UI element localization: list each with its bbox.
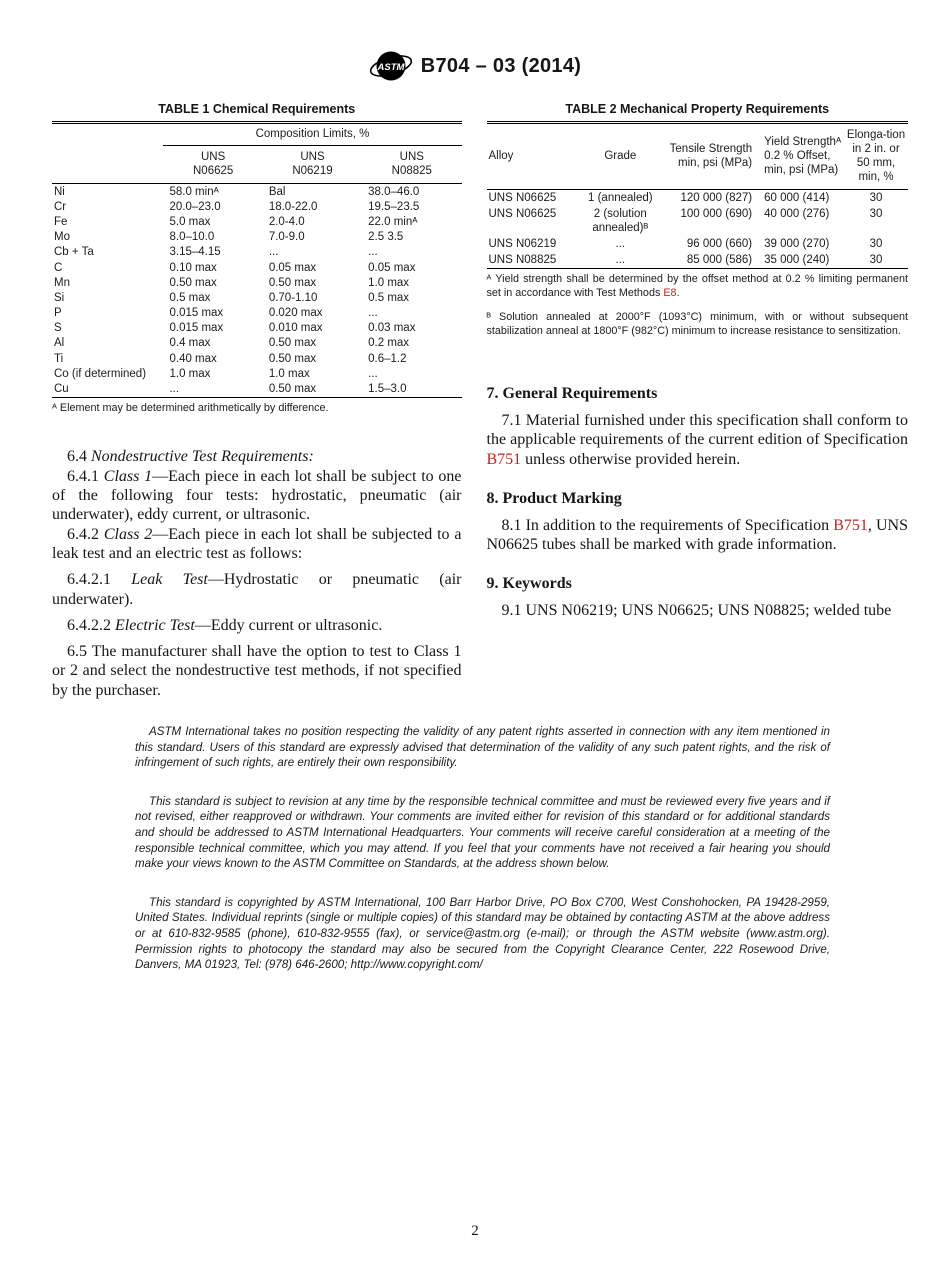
para-6-4-2-2: 6.4.2.2 Electric Test—Eddy current or ultrasonic. <box>67 616 383 634</box>
table2-title: TABLE 2 Mechanical Property Requirements <box>565 102 830 116</box>
table-row: Co (if determined) 1.0 max 1.0 max ... <box>54 367 378 380</box>
table-row: S 0.015 max 0.010 max 0.03 max <box>54 322 416 335</box>
para-6-4-2: 6.4.2 Class 2—Each piece in each lot shall be subjected to a leak test and an electric test as follows: <box>52 525 462 562</box>
revision-notice: This standard is subject to revision at any time by the responsible technical committee and must be reviewed every five years and if not revised, either reapproved or withdrawn. Your comments are invited either for revision of this standard or for additional standards and should be addressed to ASTM International Headquarters. Your comments will receive careful consideration at a meeting of the responsible technical committee, which you may attend. If you feel that your comments have not received a fair hearing you should make your views known to the ASTM Committee on Standards, at the address shown below. <box>135 794 830 871</box>
table2-footnote-a: ᴬ Yield strength shall be determined by the offset method at 0.2 % limiting permanent set in accordance with Test Methods E8. <box>486 273 908 299</box>
table1-footnote: ᴬ Element may be determined arithmetically by difference. <box>52 401 329 414</box>
table1-corner-cell2 <box>52 146 163 184</box>
table2-mechanical-property-requirements <box>487 124 909 269</box>
table-row: Si 0.5 max 0.70-1.10 0.5 max <box>54 291 410 304</box>
table-row: UNS N08825 ... 85 000 (586) 35 000 (240) 30 <box>488 254 883 266</box>
table2-colhead-grade: Grade <box>574 124 666 190</box>
table-row: Mo 8.0–10.0 7.0-9.0 2.5 3.5 <box>54 231 404 244</box>
table1-group-header: Composition Limits, % <box>163 124 461 146</box>
b751-reference-link[interactable]: B751 <box>833 516 868 534</box>
table2-colhead-yield: Yield Strengthᴬ 0.2 % Offset, min, psi (MPa) <box>754 124 844 190</box>
section-9-heading: 9. Keywords <box>486 575 572 593</box>
section-7-heading: 7. General Requirements <box>486 384 658 402</box>
document-header <box>0 0 950 86</box>
table-row: Cu ... 0.50 max 1.5–3.0 <box>54 383 407 396</box>
para-8-1: 8.1 In addition to the requirements of Specification B751, UNS N06625 tubes shall be marked with grade information. <box>486 516 908 554</box>
table-row: UNS N06625 1 (annealed) 120 000 (827) 60 000 (414) 30 <box>488 192 883 204</box>
table-row: UNS N06219 ... 96 000 (660) 39 000 (270) 30 <box>488 238 883 250</box>
table-row: Fe 5.0 max 2.0-4.0 22.0 minᴬ <box>54 215 418 228</box>
table2-colhead-elongation: Elonga-tion in 2 in. or 50 mm, min, % <box>844 124 908 190</box>
para-9-1: 9.1 UNS N06219; UNS N06625; UNS N08825; welded tube <box>501 602 892 620</box>
table1-title: TABLE 1 Chemical Requirements <box>158 102 356 116</box>
table1-colhead-1: UNS N06625 <box>163 146 262 184</box>
table-row: Al 0.4 max 0.50 max 0.2 max <box>54 337 410 350</box>
table2-colhead-tensile: Tensile Strength min, psi (MPa) <box>666 124 754 190</box>
table1-colhead-2: UNS N06219 <box>263 146 362 184</box>
table-row: Ni 58.0 minᴬ Bal 38.0–46.0 <box>54 185 420 198</box>
content-columns <box>52 102 908 700</box>
table-row: Cr 20.0–23.0 18.0-22.0 19.5–23.5 <box>54 200 420 213</box>
right-column <box>487 102 909 700</box>
section-8-heading: 8. Product Marking <box>486 489 622 507</box>
astm-logo-text: ASTM <box>377 62 405 73</box>
page-number: 2 <box>471 1223 479 1239</box>
table-row: P 0.015 max 0.020 max ... <box>54 307 378 320</box>
para-7-1: 7.1 Material furnished under this specification shall conform to the applicable requirements of the current edition of Specification B751 unless otherwise provided herein. <box>486 411 908 468</box>
section-6-text <box>52 447 462 700</box>
table-row: Ti 0.40 max 0.50 max 0.6–1.2 <box>54 352 407 365</box>
para-6-4-2-1: 6.4.2.1 Leak Test—Hydrostatic or pneumatic (air underwater). <box>52 571 462 608</box>
table2-colhead-alloy: Alloy <box>487 124 575 190</box>
table1-chemical-requirements <box>52 124 462 398</box>
page-title: B704 – 03 (2014) <box>420 54 582 77</box>
para-6-5: 6.5 The manufacturer shall have the option to test to Class 1 or 2 and select the nondestructive test methods, if not specified by the purchaser. <box>52 643 462 699</box>
table-row: UNS N06625 2 (solution annealed)ᴮ 100 000 (690) 40 000 (276) 30 <box>488 208 883 234</box>
table2-footnote-b: ᴮ Solution annealed at 2000°F (1093°C) minimum, with or without subsequent stabilization anneal at 1800°F (982°C) minimum to increase resistance to sensitization. <box>486 311 908 338</box>
left-column <box>52 102 462 700</box>
table1-corner-cell <box>52 124 163 146</box>
table1-colhead-3: UNS N08825 <box>362 146 461 184</box>
table-row: Mn 0.50 max 0.50 max 1.0 max <box>54 276 410 289</box>
table-row: C 0.10 max 0.05 max 0.05 max <box>54 261 416 274</box>
e8-reference-link[interactable]: E8 <box>663 286 677 299</box>
legal-boilerplate <box>135 724 830 973</box>
copyright-notice: This standard is copyrighted by ASTM International, 100 Barr Harbor Drive, PO Box C700, West Conshohocken, PA 19428-2959, United States. Individual reprints (single or multiple copies) of this standard may be obtained by contacting ASTM at the above address or at 610-832-9585 (phone), 610-832-9555 (fax), or service@astm.org (e-mail); or through the ASTM website (www.astm.org). Permission rights to photocopy the standard may also be secured from the Copyright Clearance Center, 222 Rosewood Drive, Danvers, MA 01923, Tel: (978) 646-2600; http://www.copyright.com/ <box>135 895 830 972</box>
b751-reference-link[interactable]: B751 <box>486 450 522 468</box>
para-6-4-1: 6.4.1 Class 1—Each piece in each lot shall be subject to one of the following four tests: hydrostatic, pneumatic (air underwater), eddy current, or ultrasonic. <box>52 467 462 524</box>
patent-disclaimer: ASTM International takes no position respecting the validity of any patent rights asserted in connection with any item mentioned in this standard. Users of this standard are expressly advised that determination of the validity of any such patent rights, and the risk of infringement of such rights, are entirely their own responsibility. <box>135 724 830 770</box>
table-row: Cb + Ta 3.15–4.15 ... ... <box>54 246 378 259</box>
astm-logo-icon <box>369 46 413 86</box>
para-6-4: 6.4 Nondestructive Test Requirements: <box>67 448 314 466</box>
